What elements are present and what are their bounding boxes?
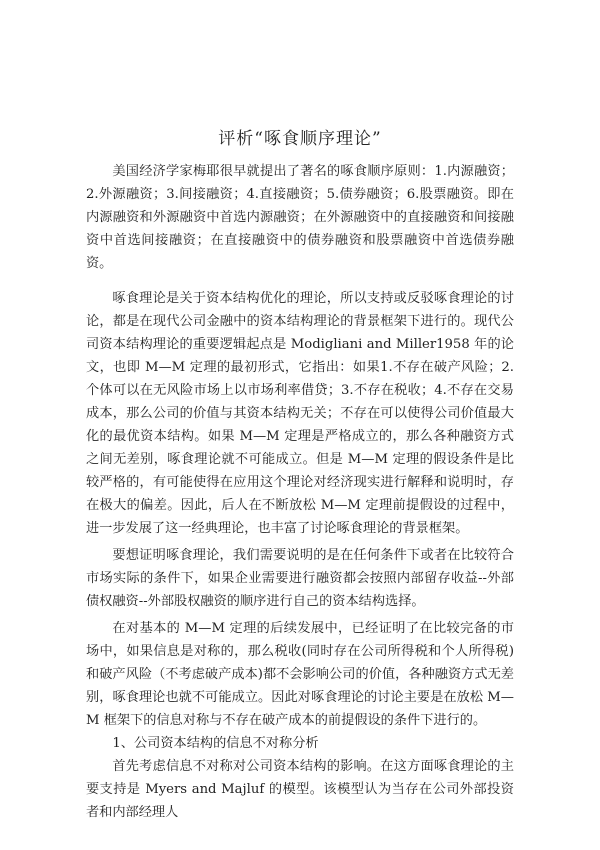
paragraph-capital-structure-theory: 啄食理论是关于资本结构优化的理论，所以支持或反驳啄食理论的讨论，都是在现代公司金融中的资本结构理论的背景框架下进行的。现代公司资本结构理论的重要逻辑起点是 Modigliani and Miller1958 年的论文，也即 M—M 定理的最初形式，它指出：如果1.不存在破产风险；2.个体可以在无风险市场上以市场利率借贷；3.不存在税收；4.不存在交易成本，那么公司的价值与其资本结构无关；不存在可以使得公司价值最大化的最优资本结构。如果 M—M 定理是严格成立的，那么各种融资方式之间无差别，啄食理论就不可能成立。但是 M—M 定理的假设条件是比较严格的，有可能使得在应用这个理论对经济现实进行解释和说明时，存在极大的偏差。因此，后人在不断放松 M—M 定理前提假设的过程中，进一步发展了这一经典理论，也丰富了讨论啄食理论的背景框架。 <box>86 291 514 536</box>
paragraph-pecking-order-principle: 美国经济学家梅耶很早就提出了著名的啄食顺序原则：1.内源融资；2.外源融资；3.间接融资；4.直接融资；5.债券融资；6.股票融资。即在内源融资和外源融资中首选内源融资；在外源融资中的直接融资和间接融资中首选间接融资；在直接融资中的债券融资和股票融资中首选债券融资。 <box>86 164 514 271</box>
paragraph-information-asymmetry: 首先考虑信息不对称对公司资本结构的影响。在这方面啄食理论的主要支持是 Myers and Majluf 的模型。该模型认为当存在公司外部投资者和内部经理人 <box>86 759 514 820</box>
document-title: 评析“啄食顺序理论” <box>218 129 382 149</box>
paragraph-proof-conditions: 要想证明啄食理论，我们需要说明的是在任何条件下或者在比较符合市场实际的条件下，如果企业需要进行融资都会按照内部留存收益--外部债权融资--外部股权融资的顺序进行自己的资本结构选择。 <box>86 548 514 609</box>
section-heading: 1、公司资本结构的信息不对称分析 <box>112 736 319 751</box>
paragraph-mm-extension: 在对基本的 M—M 定理的后续发展中，已经证明了在比较完备的市场中，如果信息是对称的，那么税收(同时存在公司所得税和个人所得税)和破产风险（不考虑破产成本)都不会影响公司的价值，各种融资方式无差别，啄食理论也就不可能成立。因此对啄食理论的讨论主要是在放松 M—M 框架下的信息对称与不存在破产成本的前提假设的条件下进行的。 <box>86 621 514 728</box>
document-body <box>86 160 514 824</box>
